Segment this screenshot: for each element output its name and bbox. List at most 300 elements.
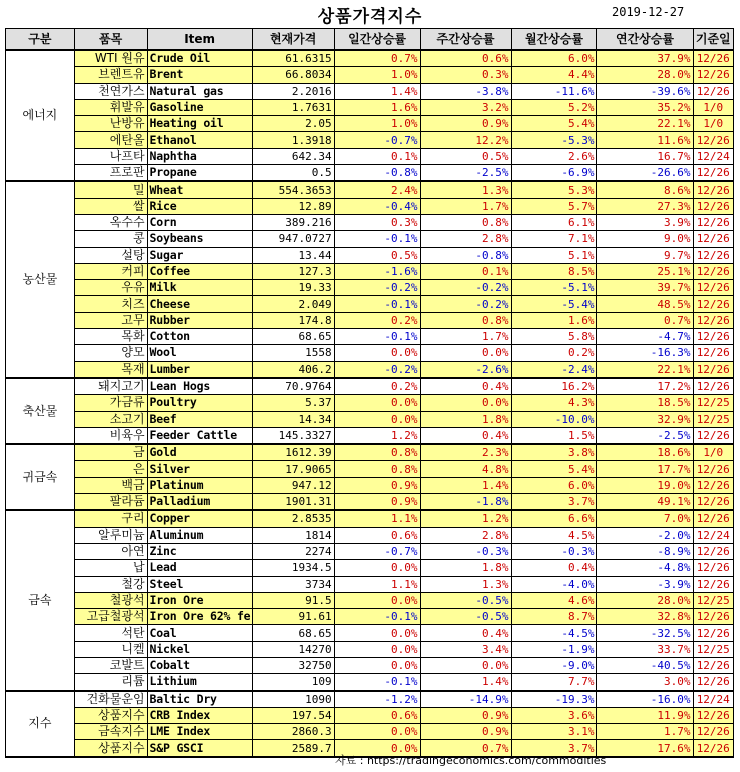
date-cell: 1/0 bbox=[693, 444, 734, 461]
yearly-change-cell: 18.5% bbox=[597, 395, 693, 411]
price-cell: 1814 bbox=[252, 527, 334, 543]
yearly-change-cell: 11.9% bbox=[597, 707, 693, 723]
weekly-change-cell: 4.8% bbox=[420, 461, 511, 477]
yearly-change-cell: 32.8% bbox=[597, 609, 693, 625]
item-en-cell: Natural gas bbox=[147, 83, 252, 99]
weekly-change-cell: 0.1% bbox=[420, 263, 511, 279]
item-en-cell: CRB Index bbox=[147, 707, 252, 723]
weekly-change-cell: 0.9% bbox=[420, 707, 511, 723]
daily-change-cell: 0.0% bbox=[334, 657, 420, 673]
price-cell: 127.3 bbox=[252, 263, 334, 279]
item-ko-cell: 아연 bbox=[74, 543, 147, 559]
daily-change-cell: 1.4% bbox=[334, 83, 420, 99]
date-cell: 12/26 bbox=[693, 280, 734, 296]
weekly-change-cell: 3.4% bbox=[420, 641, 511, 657]
daily-change-cell: -1.6% bbox=[334, 263, 420, 279]
item-en-cell: Steel bbox=[147, 576, 252, 592]
price-cell: 70.9764 bbox=[252, 378, 334, 395]
daily-change-cell: -0.1% bbox=[334, 296, 420, 312]
monthly-change-cell: 5.1% bbox=[511, 247, 597, 263]
yearly-change-cell: 0.7% bbox=[597, 312, 693, 328]
table-row bbox=[6, 83, 734, 99]
price-cell: 3734 bbox=[252, 576, 334, 592]
table-row bbox=[6, 312, 734, 328]
item-ko-cell: 목화 bbox=[74, 329, 147, 345]
col-header-weekly: 주간상승률 bbox=[420, 29, 511, 51]
monthly-change-cell: -10.0% bbox=[511, 411, 597, 427]
table-row bbox=[6, 691, 734, 708]
table-row bbox=[6, 99, 734, 115]
daily-change-cell: 0.0% bbox=[334, 625, 420, 641]
yearly-change-cell: 33.7% bbox=[597, 641, 693, 657]
date-cell: 12/26 bbox=[693, 83, 734, 99]
date-cell: 12/26 bbox=[693, 181, 734, 198]
item-ko-cell: 커피 bbox=[74, 263, 147, 279]
item-en-cell: Copper bbox=[147, 510, 252, 527]
monthly-change-cell: -9.0% bbox=[511, 657, 597, 673]
date-cell: 12/26 bbox=[693, 576, 734, 592]
table-row bbox=[6, 477, 734, 493]
yearly-change-cell: 1.7% bbox=[597, 724, 693, 740]
price-cell: 389.216 bbox=[252, 214, 334, 230]
weekly-change-cell: 1.7% bbox=[420, 198, 511, 214]
daily-change-cell: -0.8% bbox=[334, 165, 420, 182]
item-en-cell: Baltic Dry bbox=[147, 691, 252, 708]
date-cell: 12/25 bbox=[693, 411, 734, 427]
date-cell: 12/26 bbox=[693, 461, 734, 477]
monthly-change-cell: 7.1% bbox=[511, 231, 597, 247]
price-cell: 66.8034 bbox=[252, 67, 334, 83]
item-ko-cell: 가금류 bbox=[74, 395, 147, 411]
price-cell: 14270 bbox=[252, 641, 334, 657]
table-row bbox=[6, 707, 734, 723]
item-en-cell: Palladium bbox=[147, 494, 252, 511]
daily-change-cell: 0.0% bbox=[334, 641, 420, 657]
weekly-change-cell: 0.9% bbox=[420, 724, 511, 740]
daily-change-cell: -0.7% bbox=[334, 132, 420, 148]
item-en-cell: Rubber bbox=[147, 312, 252, 328]
item-ko-cell: 돼지고기 bbox=[74, 378, 147, 395]
daily-change-cell: 0.2% bbox=[334, 378, 420, 395]
price-cell: 91.61 bbox=[252, 609, 334, 625]
date-cell: 12/24 bbox=[693, 527, 734, 543]
report-date: 2019-12-27 bbox=[612, 5, 685, 19]
yearly-change-cell: -2.5% bbox=[597, 427, 693, 444]
item-ko-cell: 철강 bbox=[74, 576, 147, 592]
date-cell: 12/26 bbox=[693, 560, 734, 576]
item-en-cell: Wool bbox=[147, 345, 252, 361]
weekly-change-cell: -2.6% bbox=[420, 361, 511, 378]
weekly-change-cell: 2.8% bbox=[420, 231, 511, 247]
table-row bbox=[6, 625, 734, 641]
monthly-change-cell: 4.4% bbox=[511, 67, 597, 83]
weekly-change-cell: -0.3% bbox=[420, 543, 511, 559]
monthly-change-cell: 5.4% bbox=[511, 116, 597, 132]
date-cell: 12/26 bbox=[693, 214, 734, 230]
item-en-cell: Gasoline bbox=[147, 99, 252, 115]
price-cell: 1.7631 bbox=[252, 99, 334, 115]
daily-change-cell: -0.2% bbox=[334, 361, 420, 378]
monthly-change-cell: 5.3% bbox=[511, 181, 597, 198]
yearly-change-cell: 9.0% bbox=[597, 231, 693, 247]
item-ko-cell: 브렌트유 bbox=[74, 67, 147, 83]
col-header-date: 기준일 bbox=[693, 29, 734, 51]
item-en-cell: Coal bbox=[147, 625, 252, 641]
price-cell: 91.5 bbox=[252, 592, 334, 608]
date-cell: 12/24 bbox=[693, 691, 734, 708]
price-cell: 14.34 bbox=[252, 411, 334, 427]
monthly-change-cell: -4.0% bbox=[511, 576, 597, 592]
weekly-change-cell: 1.3% bbox=[420, 181, 511, 198]
yearly-change-cell: -2.0% bbox=[597, 527, 693, 543]
weekly-change-cell: 1.4% bbox=[420, 674, 511, 691]
yearly-change-cell: 9.7% bbox=[597, 247, 693, 263]
item-en-cell: Sugar bbox=[147, 247, 252, 263]
monthly-change-cell: 4.6% bbox=[511, 592, 597, 608]
item-ko-cell: 구리 bbox=[74, 510, 147, 527]
daily-change-cell: 0.1% bbox=[334, 148, 420, 164]
commodity-table bbox=[5, 28, 734, 758]
daily-change-cell: 0.0% bbox=[334, 740, 420, 757]
table-row bbox=[6, 576, 734, 592]
item-ko-cell: 금속지수 bbox=[74, 724, 147, 740]
monthly-change-cell: 6.0% bbox=[511, 50, 597, 67]
table-row bbox=[6, 181, 734, 198]
table-row bbox=[6, 361, 734, 378]
price-cell: 68.65 bbox=[252, 625, 334, 641]
weekly-change-cell: -0.2% bbox=[420, 280, 511, 296]
price-cell: 1901.31 bbox=[252, 494, 334, 511]
date-cell: 12/26 bbox=[693, 707, 734, 723]
table-row bbox=[6, 427, 734, 444]
monthly-change-cell: 6.6% bbox=[511, 510, 597, 527]
item-ko-cell: 난방유 bbox=[74, 116, 147, 132]
yearly-change-cell: -8.9% bbox=[597, 543, 693, 559]
price-cell: 12.89 bbox=[252, 198, 334, 214]
table-header-row bbox=[6, 29, 734, 51]
yearly-change-cell: 28.0% bbox=[597, 67, 693, 83]
daily-change-cell: 0.8% bbox=[334, 444, 420, 461]
date-cell: 12/25 bbox=[693, 592, 734, 608]
daily-change-cell: 0.0% bbox=[334, 724, 420, 740]
item-en-cell: Beef bbox=[147, 411, 252, 427]
monthly-change-cell: 16.2% bbox=[511, 378, 597, 395]
weekly-change-cell: 0.9% bbox=[420, 116, 511, 132]
monthly-change-cell: 6.1% bbox=[511, 214, 597, 230]
item-en-cell: Nickel bbox=[147, 641, 252, 657]
item-en-cell: Milk bbox=[147, 280, 252, 296]
item-en-cell: Ethanol bbox=[147, 132, 252, 148]
date-cell: 12/26 bbox=[693, 510, 734, 527]
yearly-change-cell: 16.7% bbox=[597, 148, 693, 164]
monthly-change-cell: 0.4% bbox=[511, 560, 597, 576]
item-ko-cell: 설탕 bbox=[74, 247, 147, 263]
table-row bbox=[6, 378, 734, 395]
yearly-change-cell: 22.1% bbox=[597, 116, 693, 132]
monthly-change-cell: 3.7% bbox=[511, 494, 597, 511]
item-en-cell: Corn bbox=[147, 214, 252, 230]
item-en-cell: Zinc bbox=[147, 543, 252, 559]
daily-change-cell: 0.6% bbox=[334, 707, 420, 723]
date-cell: 12/25 bbox=[693, 641, 734, 657]
yearly-change-cell: 37.9% bbox=[597, 50, 693, 67]
yearly-change-cell: 19.0% bbox=[597, 477, 693, 493]
item-ko-cell: 은 bbox=[74, 461, 147, 477]
yearly-change-cell: -26.6% bbox=[597, 165, 693, 182]
weekly-change-cell: 0.5% bbox=[420, 148, 511, 164]
monthly-change-cell: -19.3% bbox=[511, 691, 597, 708]
date-cell: 12/26 bbox=[693, 609, 734, 625]
table-row bbox=[6, 247, 734, 263]
item-ko-cell: 쌀 bbox=[74, 198, 147, 214]
table-row bbox=[6, 165, 734, 182]
item-ko-cell: WTI 원유 bbox=[74, 50, 147, 67]
price-cell: 17.9065 bbox=[252, 461, 334, 477]
weekly-change-cell: 1.7% bbox=[420, 329, 511, 345]
item-ko-cell: 건화물운임 bbox=[74, 691, 147, 708]
date-cell: 12/24 bbox=[693, 148, 734, 164]
item-ko-cell: 상품지수 bbox=[74, 740, 147, 757]
item-en-cell: Silver bbox=[147, 461, 252, 477]
daily-change-cell: 0.5% bbox=[334, 247, 420, 263]
daily-change-cell: 0.0% bbox=[334, 345, 420, 361]
item-en-cell: Coffee bbox=[147, 263, 252, 279]
table-row bbox=[6, 411, 734, 427]
yearly-change-cell: -3.9% bbox=[597, 576, 693, 592]
daily-change-cell: 0.0% bbox=[334, 560, 420, 576]
item-en-cell: LME Index bbox=[147, 724, 252, 740]
item-ko-cell: 나프타 bbox=[74, 148, 147, 164]
date-cell: 12/26 bbox=[693, 543, 734, 559]
item-ko-cell: 휘발유 bbox=[74, 99, 147, 115]
table-row bbox=[6, 494, 734, 511]
item-en-cell: Wheat bbox=[147, 181, 252, 198]
table-row bbox=[6, 148, 734, 164]
daily-change-cell: 1.6% bbox=[334, 99, 420, 115]
price-cell: 1090 bbox=[252, 691, 334, 708]
item-ko-cell: 콩 bbox=[74, 231, 147, 247]
item-en-cell: Iron Ore bbox=[147, 592, 252, 608]
date-cell: 12/26 bbox=[693, 231, 734, 247]
yearly-change-cell: -39.6% bbox=[597, 83, 693, 99]
item-en-cell: Soybeans bbox=[147, 231, 252, 247]
yearly-change-cell: 48.5% bbox=[597, 296, 693, 312]
price-cell: 32750 bbox=[252, 657, 334, 673]
date-cell: 12/26 bbox=[693, 724, 734, 740]
category-cell: 귀금속 bbox=[6, 444, 75, 510]
date-cell: 12/26 bbox=[693, 361, 734, 378]
item-en-cell: Iron Ore 62% fe bbox=[147, 609, 252, 625]
monthly-change-cell: 3.1% bbox=[511, 724, 597, 740]
table-row bbox=[6, 510, 734, 527]
category-cell: 에너지 bbox=[6, 50, 75, 181]
table-row bbox=[6, 329, 734, 345]
yearly-change-cell: 7.0% bbox=[597, 510, 693, 527]
monthly-change-cell: 4.3% bbox=[511, 395, 597, 411]
date-cell: 12/26 bbox=[693, 657, 734, 673]
yearly-change-cell: 3.0% bbox=[597, 674, 693, 691]
weekly-change-cell: 1.3% bbox=[420, 576, 511, 592]
table-row bbox=[6, 280, 734, 296]
price-cell: 5.37 bbox=[252, 395, 334, 411]
daily-change-cell: 0.9% bbox=[334, 494, 420, 511]
item-ko-cell: 양모 bbox=[74, 345, 147, 361]
weekly-change-cell: 0.4% bbox=[420, 378, 511, 395]
category-cell: 농산물 bbox=[6, 181, 75, 378]
table-row bbox=[6, 444, 734, 461]
price-cell: 68.65 bbox=[252, 329, 334, 345]
category-cell: 축산물 bbox=[6, 378, 75, 444]
price-cell: 1.3918 bbox=[252, 132, 334, 148]
col-header-item-ko: 품목 bbox=[74, 29, 147, 51]
date-cell: 12/26 bbox=[693, 494, 734, 511]
source-note: 자료 : https://tradingeconomics.com/commodities bbox=[335, 754, 607, 767]
daily-change-cell: -0.1% bbox=[334, 674, 420, 691]
monthly-change-cell: 8.7% bbox=[511, 609, 597, 625]
item-en-cell: Platinum bbox=[147, 477, 252, 493]
col-header-price: 현재가격 bbox=[252, 29, 334, 51]
monthly-change-cell: -2.4% bbox=[511, 361, 597, 378]
item-ko-cell: 철광석 bbox=[74, 592, 147, 608]
monthly-change-cell: 2.6% bbox=[511, 148, 597, 164]
item-en-cell: Lithium bbox=[147, 674, 252, 691]
item-ko-cell: 목재 bbox=[74, 361, 147, 378]
monthly-change-cell: -5.3% bbox=[511, 132, 597, 148]
monthly-change-cell: 5.4% bbox=[511, 461, 597, 477]
price-cell: 109 bbox=[252, 674, 334, 691]
price-cell: 61.6315 bbox=[252, 50, 334, 67]
page-title: 상품가격지수 bbox=[317, 7, 423, 27]
yearly-change-cell: 49.1% bbox=[597, 494, 693, 511]
yearly-change-cell: -4.8% bbox=[597, 560, 693, 576]
monthly-change-cell: 5.8% bbox=[511, 329, 597, 345]
date-cell: 12/26 bbox=[693, 345, 734, 361]
date-cell: 12/26 bbox=[693, 165, 734, 182]
item-en-cell: Naphtha bbox=[147, 148, 252, 164]
table-row bbox=[6, 345, 734, 361]
date-cell: 1/0 bbox=[693, 116, 734, 132]
price-cell: 554.3653 bbox=[252, 181, 334, 198]
date-cell: 12/26 bbox=[693, 674, 734, 691]
price-cell: 1612.39 bbox=[252, 444, 334, 461]
table-row bbox=[6, 592, 734, 608]
date-cell: 12/26 bbox=[693, 67, 734, 83]
item-ko-cell: 고급철광석 bbox=[74, 609, 147, 625]
item-ko-cell: 프로판 bbox=[74, 165, 147, 182]
price-cell: 13.44 bbox=[252, 247, 334, 263]
monthly-change-cell: 0.2% bbox=[511, 345, 597, 361]
date-cell: 12/26 bbox=[693, 50, 734, 67]
item-en-cell: Brent bbox=[147, 67, 252, 83]
monthly-change-cell: 1.5% bbox=[511, 427, 597, 444]
price-cell: 2.2016 bbox=[252, 83, 334, 99]
item-ko-cell: 알루미늄 bbox=[74, 527, 147, 543]
yearly-change-cell: 17.2% bbox=[597, 378, 693, 395]
monthly-change-cell: 6.0% bbox=[511, 477, 597, 493]
item-en-cell: Rice bbox=[147, 198, 252, 214]
yearly-change-cell: 22.1% bbox=[597, 361, 693, 378]
table-row bbox=[6, 395, 734, 411]
daily-change-cell: 1.0% bbox=[334, 116, 420, 132]
table-row bbox=[6, 543, 734, 559]
price-cell: 642.34 bbox=[252, 148, 334, 164]
weekly-change-cell: 0.7% bbox=[420, 740, 511, 757]
yearly-change-cell: -4.7% bbox=[597, 329, 693, 345]
yearly-change-cell: -16.3% bbox=[597, 345, 693, 361]
monthly-change-cell: 1.6% bbox=[511, 312, 597, 328]
yearly-change-cell: 39.7% bbox=[597, 280, 693, 296]
monthly-change-cell: 4.5% bbox=[511, 527, 597, 543]
item-en-cell: Cotton bbox=[147, 329, 252, 345]
item-ko-cell: 비육우 bbox=[74, 427, 147, 444]
daily-change-cell: -0.4% bbox=[334, 198, 420, 214]
col-header-daily: 일간상승률 bbox=[334, 29, 420, 51]
date-cell: 12/26 bbox=[693, 132, 734, 148]
weekly-change-cell: 1.4% bbox=[420, 477, 511, 493]
item-ko-cell: 납 bbox=[74, 560, 147, 576]
price-cell: 1558 bbox=[252, 345, 334, 361]
table-row bbox=[6, 296, 734, 312]
item-en-cell: Lead bbox=[147, 560, 252, 576]
weekly-change-cell: 0.8% bbox=[420, 214, 511, 230]
weekly-change-cell: 1.8% bbox=[420, 560, 511, 576]
yearly-change-cell: 28.0% bbox=[597, 592, 693, 608]
daily-change-cell: 1.0% bbox=[334, 67, 420, 83]
yearly-change-cell: -40.5% bbox=[597, 657, 693, 673]
daily-change-cell: 0.7% bbox=[334, 50, 420, 67]
daily-change-cell: 1.1% bbox=[334, 510, 420, 527]
monthly-change-cell: -11.6% bbox=[511, 83, 597, 99]
table-row bbox=[6, 674, 734, 691]
item-ko-cell: 상품지수 bbox=[74, 707, 147, 723]
daily-change-cell: -0.1% bbox=[334, 231, 420, 247]
weekly-change-cell: 0.3% bbox=[420, 67, 511, 83]
monthly-change-cell: -1.9% bbox=[511, 641, 597, 657]
item-ko-cell: 밀 bbox=[74, 181, 147, 198]
price-cell: 1934.5 bbox=[252, 560, 334, 576]
item-ko-cell: 소고기 bbox=[74, 411, 147, 427]
price-cell: 947.0727 bbox=[252, 231, 334, 247]
monthly-change-cell: 5.2% bbox=[511, 99, 597, 115]
date-cell: 1/0 bbox=[693, 99, 734, 115]
monthly-change-cell: 3.6% bbox=[511, 707, 597, 723]
monthly-change-cell: -6.9% bbox=[511, 165, 597, 182]
daily-change-cell: 1.1% bbox=[334, 576, 420, 592]
item-en-cell: Cheese bbox=[147, 296, 252, 312]
item-ko-cell: 우유 bbox=[74, 280, 147, 296]
price-cell: 145.3327 bbox=[252, 427, 334, 444]
item-ko-cell: 석탄 bbox=[74, 625, 147, 641]
price-cell: 947.12 bbox=[252, 477, 334, 493]
item-en-cell: Crude Oil bbox=[147, 50, 252, 67]
weekly-change-cell: -0.5% bbox=[420, 592, 511, 608]
weekly-change-cell: 0.0% bbox=[420, 657, 511, 673]
price-cell: 0.5 bbox=[252, 165, 334, 182]
date-cell: 12/26 bbox=[693, 296, 734, 312]
weekly-change-cell: 12.2% bbox=[420, 132, 511, 148]
weekly-change-cell: 0.0% bbox=[420, 345, 511, 361]
date-cell: 12/26 bbox=[693, 427, 734, 444]
item-en-cell: Gold bbox=[147, 444, 252, 461]
yearly-change-cell: 27.3% bbox=[597, 198, 693, 214]
yearly-change-cell: 8.6% bbox=[597, 181, 693, 198]
monthly-change-cell: -0.3% bbox=[511, 543, 597, 559]
price-cell: 406.2 bbox=[252, 361, 334, 378]
date-cell: 12/26 bbox=[693, 312, 734, 328]
table-row bbox=[6, 461, 734, 477]
item-en-cell: Cobalt bbox=[147, 657, 252, 673]
table-row bbox=[6, 231, 734, 247]
